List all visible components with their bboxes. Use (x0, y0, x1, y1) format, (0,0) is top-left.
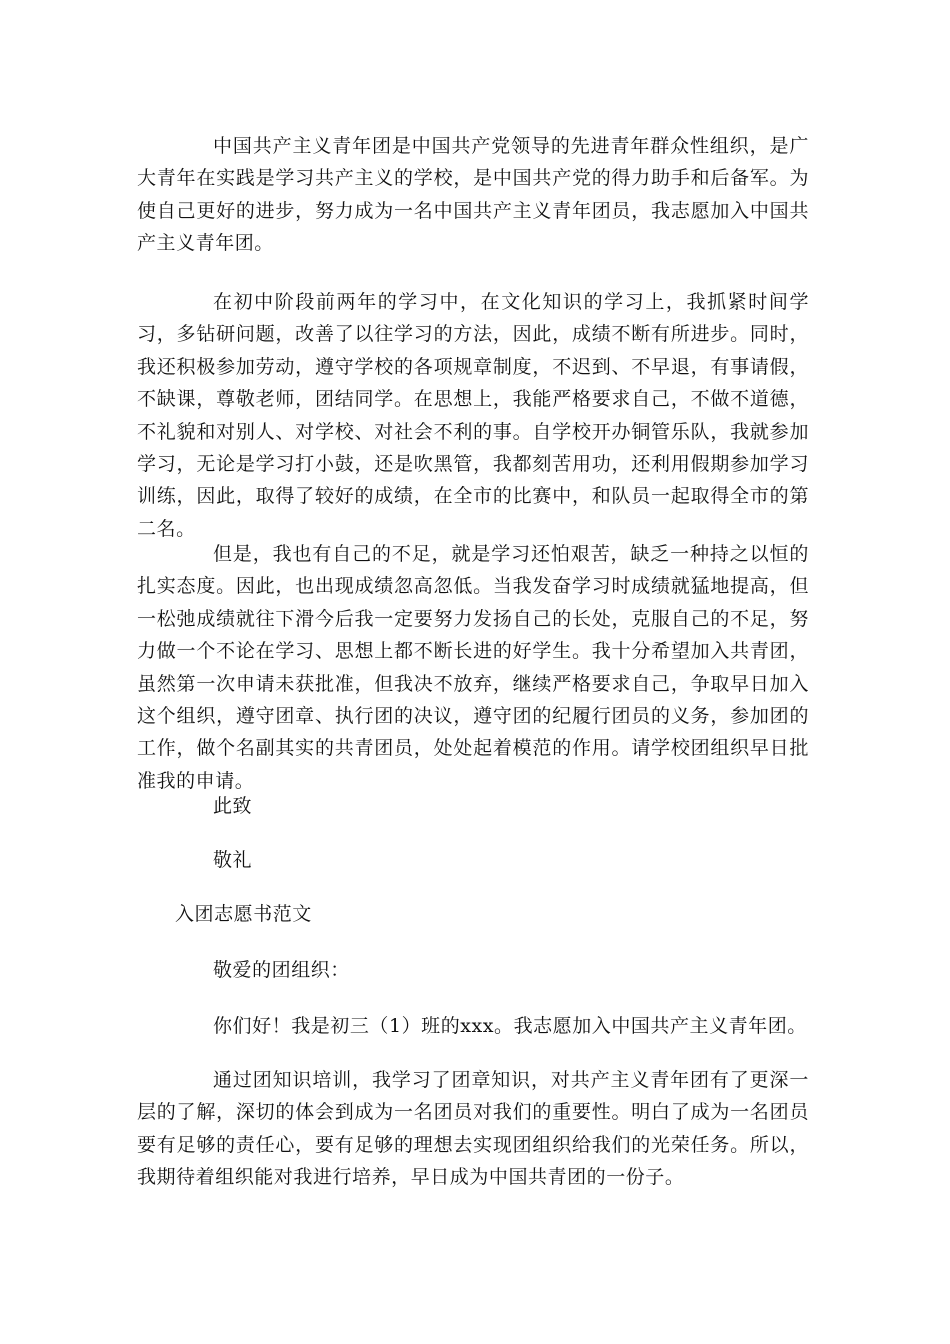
section-title: 入团志愿书范文 (175, 903, 312, 925)
greeting-line: 你们好！我是初三（1）班的xxx。我志愿加入中国共产主义青年团。 (213, 1015, 807, 1037)
paragraph-1: 中国共产主义青年团是中国共产党领导的先进青年群众性组织，是广大青年在实践是学习共产主义的学校，是中国共产党的得力助手和后备军。为使自己更好的进步，努力成为一名中国共产主义青年团员，我志愿加入中国共产主义青年团。 (137, 135, 809, 255)
salutation: 敬爱的团组织： (213, 959, 350, 981)
paragraph-4: 通过团知识培训，我学习了团章知识，对共产主义青年团有了更深一层的了解，深切的体会到成为一名团员对我们的重要性。明白了成为一名团员要有足够的责任心，要有足够的理想去实现团组织给我们的光荣任务。所以，我期待着组织能对我进行培养，早日成为中国共青团的一份子。 (137, 1069, 809, 1189)
closing-jing-li: 敬礼 (213, 849, 253, 871)
closing-ci-zhi: 此致 (213, 795, 253, 817)
paragraph-2: 在初中阶段前两年的学习中，在文化知识的学习上，我抓紧时间学习，多钻研问题，改善了以往学习的方法，因此，成绩不断有所进步。同时，我还积极参加劳动，遵守学校的各项规章制度，不迟到、不早退，有事请假，不缺课，尊敬老师，团结同学。在思想上，我能严格要求自己，不做不道德，不礼貌和对别人、对学校、对社会不利的事。自学校开办铜管乐队，我就参加学习，无论是学习打小鼓，还是吹黑管，我都刻苦用功，还利用假期参加学习训练，因此，取得了较好的成绩，在全市的比赛中，和队员一起取得全市的第二名。 (137, 291, 809, 540)
paragraph-3: 但是，我也有自己的不足，就是学习还怕艰苦，缺乏一种持之以恒的扎实态度。因此，也出现成绩忽高忽低。当我发奋学习时成绩就猛地提高，但一松弛成绩就往下滑今后我一定要努力发扬自己的长处，克服自己的不足，努力做一个不论在学习、思想上都不断长进的好学生。我十分希望加入共青团，虽然第一次申请未获批准，但我决不放弃，继续严格要求自己，争取早日加入这个组织，遵守团章、执行团的决议，遵守团的纪履行团员的义务，参加团的工作，做个名副其实的共青团员，处处起着模范的作用。请学校团组织早日批准我的申请。 (137, 543, 809, 792)
